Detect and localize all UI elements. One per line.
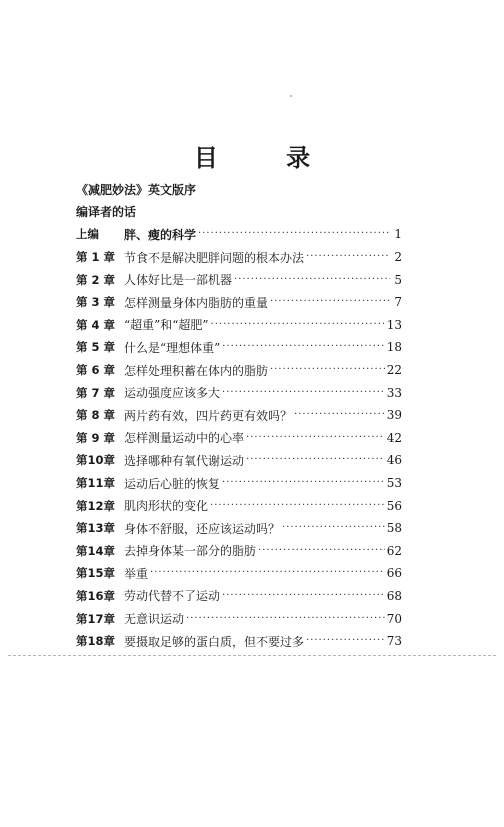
toc-leader-dots — [246, 453, 385, 467]
toc-entry-label: 第 1 章 — [76, 250, 116, 265]
toc-entry-page: 53 — [386, 476, 402, 491]
toc-leader-dots — [282, 521, 385, 535]
table-of-contents — [76, 178, 402, 652]
toc-entry-page: 22 — [386, 363, 402, 378]
toc-entries — [76, 223, 402, 652]
toc-entry-page: 42 — [386, 430, 402, 445]
toc-entry-title: 运动后心脏的恢复 — [124, 476, 221, 491]
scan-speck — [290, 95, 292, 97]
toc-leader-dots — [210, 499, 385, 513]
toc-entry — [76, 494, 402, 517]
toc-leader-dots — [294, 408, 385, 422]
toc-entry-label: 第17章 — [76, 611, 116, 626]
toc-entry-page: 18 — [386, 340, 402, 355]
toc-leader-dots — [222, 589, 385, 603]
toc-entry-title: 怎样测量身体内脂肪的重量 — [124, 295, 269, 310]
toc-entry — [76, 585, 402, 608]
toc-entry-title: 怎样处理积蓄在体内的脂肪 — [124, 363, 269, 378]
page-title: 目 录 — [193, 144, 341, 172]
page-divider — [8, 655, 496, 656]
toc-entry — [76, 517, 402, 540]
toc-entry — [76, 540, 402, 563]
toc-entry-page: 13 — [386, 317, 402, 332]
toc-leader-dots — [186, 612, 385, 626]
toc-entry — [76, 268, 402, 291]
toc-entry — [76, 223, 402, 246]
toc-entry — [76, 427, 402, 450]
toc-entry-label: 第 8 章 — [76, 408, 116, 423]
toc-entry-page: 39 — [386, 408, 402, 423]
preface-title: 《减肥妙法》英文版序 — [76, 182, 197, 197]
toc-entry-label: 第 9 章 — [76, 430, 116, 445]
toc-leader-dots — [222, 340, 384, 354]
toc-entry — [76, 336, 402, 359]
toc-entry — [76, 246, 402, 269]
toc-entry-title: 无意识运动 — [124, 612, 185, 627]
toc-entry-label: 第13章 — [76, 521, 116, 536]
toc-entry-label: 第 5 章 — [76, 340, 116, 355]
toc-entry-page: 33 — [386, 385, 402, 400]
toc-entry-page: 7 — [394, 295, 402, 310]
toc-entry-page: 5 — [394, 272, 402, 287]
toc-entry-title: 节食不是解决肥胖问题的根本办法 — [124, 250, 305, 265]
toc-entry — [76, 404, 402, 427]
toc-entry-title: 选择哪种有氧代谢运动 — [124, 453, 245, 468]
toc-entry-title: 什么是“理想体重” — [124, 340, 221, 355]
toc-entry-title: 去掉身体某一部分的脂肪 — [124, 544, 257, 559]
toc-entry-page: 1 — [394, 227, 402, 242]
toc-entry-page: 62 — [386, 543, 402, 558]
toc-entry-title: 举重 — [124, 566, 149, 581]
toc-entry-page: 68 — [386, 588, 402, 603]
toc-entry-title: 怎样测量运动中的心率 — [124, 431, 245, 446]
toc-leader-dots — [222, 476, 385, 490]
toc-leader-dots — [258, 544, 385, 558]
toc-entry-label: 第 2 章 — [76, 272, 116, 287]
translator-note-title: 编译者的话 — [76, 205, 137, 220]
toc-leader-dots — [198, 227, 390, 241]
toc-entry-label: 第 6 章 — [76, 363, 116, 378]
toc-entry — [76, 562, 402, 585]
toc-leader-dots — [222, 386, 385, 400]
toc-entry-label: 第 7 章 — [76, 385, 116, 400]
toc-leader-dots — [306, 634, 385, 648]
toc-entry-page: 66 — [386, 566, 402, 581]
toc-leader-dots — [306, 250, 390, 264]
toc-entry-title: 身体不舒服，还应该运动吗？ — [124, 521, 281, 536]
toc-entry-title: 肌肉形状的变化 — [124, 499, 209, 514]
toc-entry-page: 73 — [386, 634, 402, 649]
toc-entry — [76, 449, 402, 472]
toc-entry-page: 58 — [386, 521, 402, 536]
toc-entry — [76, 314, 402, 337]
toc-entry — [76, 472, 402, 495]
toc-leader-dots — [234, 273, 390, 287]
toc-entry-title: 两片药有效，四片药更有效吗？ — [124, 408, 293, 423]
toc-leader-dots — [270, 363, 385, 377]
toc-entry-title: 胖、瘦的科学 — [124, 227, 197, 242]
toc-leader-dots — [150, 566, 385, 580]
translator-note-line — [76, 201, 402, 224]
toc-entry — [76, 607, 402, 630]
toc-entry-label: 第15章 — [76, 566, 116, 581]
toc-entry-page: 56 — [386, 498, 402, 513]
toc-entry — [76, 381, 402, 404]
toc-entry-label: 第 4 章 — [76, 317, 116, 332]
toc-entry-label: 第11章 — [76, 476, 116, 491]
toc-entry-label: 第18章 — [76, 634, 116, 649]
toc-leader-dots — [246, 431, 385, 445]
toc-entry-label: 上编 — [76, 227, 99, 242]
preface-line — [76, 178, 402, 201]
toc-entry-page: 70 — [386, 611, 402, 626]
toc-entry-page: 46 — [386, 453, 402, 468]
toc-leader-dots — [211, 318, 385, 332]
toc-entry-label: 第12章 — [76, 498, 116, 513]
toc-entry-label: 第 3 章 — [76, 295, 116, 310]
toc-entry-title: 要摄取足够的蛋白质，但不要过多 — [124, 634, 305, 649]
toc-entry — [76, 291, 402, 314]
toc-entry-title: 运动强度应该多大 — [124, 386, 221, 401]
toc-entry-label: 第14章 — [76, 543, 116, 558]
toc-entry-title: “超重”和“超肥” — [124, 318, 209, 333]
toc-entry — [76, 630, 402, 653]
toc-leader-dots — [270, 295, 390, 309]
toc-entry-page: 2 — [394, 250, 402, 265]
toc-entry — [76, 359, 402, 382]
toc-entry-label: 第16章 — [76, 588, 116, 603]
toc-entry-label: 第10章 — [76, 453, 116, 468]
toc-entry-title: 人体好比是一部机器 — [124, 273, 233, 288]
toc-entry-title: 劳动代替不了运动 — [124, 589, 221, 604]
